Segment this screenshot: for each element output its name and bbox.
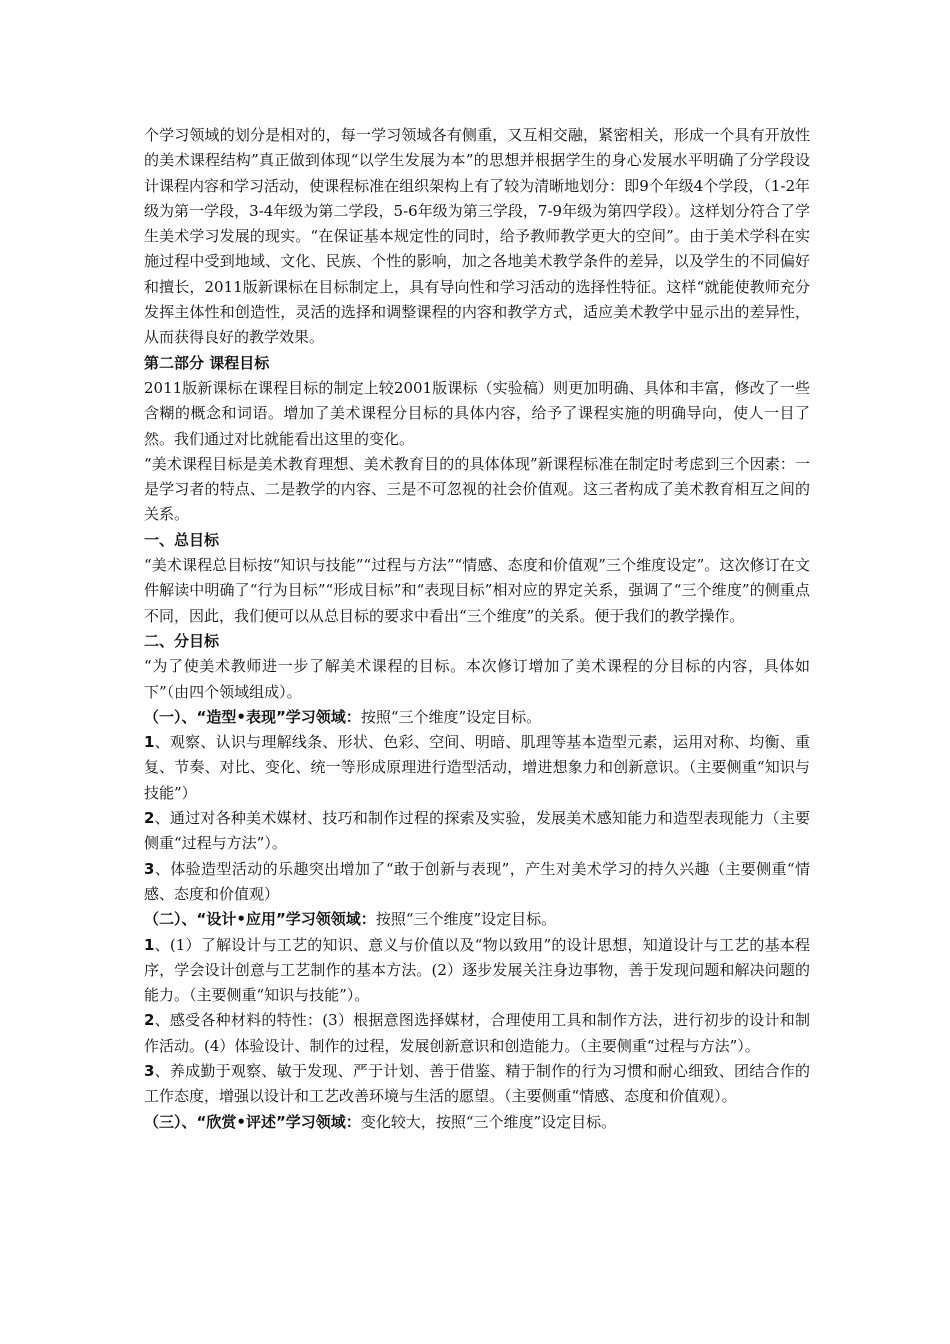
paragraph-sub-goals: “为了使美术教师进一步了解美术课程的目标。本次修订增加了美术课程的分目标的内容，具体如下”（由四个领域组成）。 xyxy=(144,657,810,701)
paragraph-three-factors: “美术课程目标是美术教育理想、美术教育目的的具体体现”新课程标准在制定时考虑到三个因素：一是学习者的特点、二是教学的内容、三是不可忽视的社会价值观。这三者构成了美术教育相互之间的关系。 xyxy=(144,454,810,524)
section-title: （二）、“设计•应用”学习领领域： xyxy=(144,910,376,929)
paragraph-overall-goal: “美术课程总目标按“知识与技能”“过程与方法”“情感、态度和价值观”三个维度设定”。这次修订在文件解读中明确了“行为目标”“形成目标”和“表现目标”相对应的界定关系，强调了“三个维度”的侧重点不同，因此，我们便可以从总目标的要求中看出“三个维度”的关系。便于我们的教学操作。 xyxy=(144,556,810,625)
list-item: 3、养成勤于观察、敏于发现、严于计划、善于借鉴、精于制作的行为习惯和耐心细致、团结合作的工作态度，增强以设计和工艺改善环境与生活的愿望。（主要侧重“情感、态度和价值观）。 xyxy=(144,1061,810,1106)
paragraph-intro: 个学习领域的划分是相对的，每一学习领域各有侧重，又互相交融，紧密相关，形成一个具有开放性的美术课程结构”真正做到体现“以学生发展为本”的思想并根据学生的身心发展水平明确了分学段设计课程内容和学习活动，使课程标准在组织架构上有了较为清晰地划分：即9个年级4个学段，（1-2年级为第一学段，3-4年级为第二学段，5-6年级为第三学段，7-9年级为第四学段）。这样划分符合了学生美术学习发展的现实。“在保证基本规定性的同时，给予教师教学更大的空间”。由于美术学科在实施过程中受到地域、文化、民族、个性的影响，加之各地美术教学条件的差异，以及学生的不同偏好和擅长，2011版新课标在目标制定上，具有导向性和学习活动的选择性特征。这样“就能使教师充分发挥主体性和创造性，灵活的选择和调整课程的内容和教学方式，适应美术教学中显示出的差异性，从而获得良好的教学效果。 xyxy=(144,126,810,347)
list-item: 2、通过对各种美术媒材、技巧和制作过程的探索及实验，发展美术感知能力和造型表现能力（主要侧重“过程与方法”）。 xyxy=(144,809,810,853)
section-design-application: （二）、“设计•应用”学习领领域：按照“三个维度”设定目标。 xyxy=(144,910,557,929)
paragraph-curriculum-goals: 2011版新课标在课程目标的制定上较2001版课标（实验稿）则更加明确、具体和丰富，修改了一些含糊的概念和词语。增加了美术课程分目标的具体内容，给予了课程实施的明确导向，使人一目了然。我们通过对比就能看出这里的变化。 xyxy=(144,378,810,448)
list-item: 1、观察、认识与理解线条、形状、色彩、空间、明暗、肌理等基本造型元素，运用对称、均衡、重复、节奏、对比、变化、统一等形成原理进行造型活动，增进想象力和创新意识。（主要侧重“知识与技能”） xyxy=(144,733,810,802)
section-modeling-expression: （一）、“造型•表现”学习领域：按照“三个维度”设定目标。 xyxy=(144,707,542,726)
item-number: 1 xyxy=(144,733,155,752)
section-title: （一）、“造型•表现”学习领域： xyxy=(144,707,361,726)
item-number: 1 xyxy=(144,935,155,954)
item-number: 3 xyxy=(144,1061,155,1080)
item-number: 2 xyxy=(144,809,155,828)
list-item: 3、体验造型活动的乐趣突出增加了“敢于创新与表现”，产生对美术学习的持久兴趣（主要侧重“情感、态度和价值观） xyxy=(144,859,810,903)
item-number: 2 xyxy=(144,1011,155,1030)
list-item: 2、感受各种材料的特性：(3）根据意图选择媒材，合理使用工具和制作方法，进行初步的设计和制作活动。(4）体验设计、制作的过程，发展创新意识和创造能力。（主要侧重“过程与方法”）。 xyxy=(144,1011,810,1055)
section-title: （三）、“欣赏•评述”学习领域： xyxy=(144,1112,361,1131)
heading-part-two: 第二部分 课程目标 xyxy=(144,353,270,372)
heading-sub-goals: 二、分目标 xyxy=(144,631,220,650)
section-appreciation-review: （三）、“欣赏•评述”学习领域：变化较大，按照“三个维度”设定目标。 xyxy=(144,1112,617,1131)
item-number: 3 xyxy=(144,859,155,878)
list-item: 1、(1）了解设计与工艺的知识、意义与价值以及“物以致用”的设计思想，知道设计与工艺的基本程序，学会设计创意与工艺制作的基本方法。(2）逐步发展关注身边事物，善于发现问题和解决问题的能力。（主要侧重“知识与技能”）。 xyxy=(144,935,810,1005)
document-body xyxy=(144,123,810,1135)
heading-overall-goal: 一、总目标 xyxy=(144,530,220,549)
